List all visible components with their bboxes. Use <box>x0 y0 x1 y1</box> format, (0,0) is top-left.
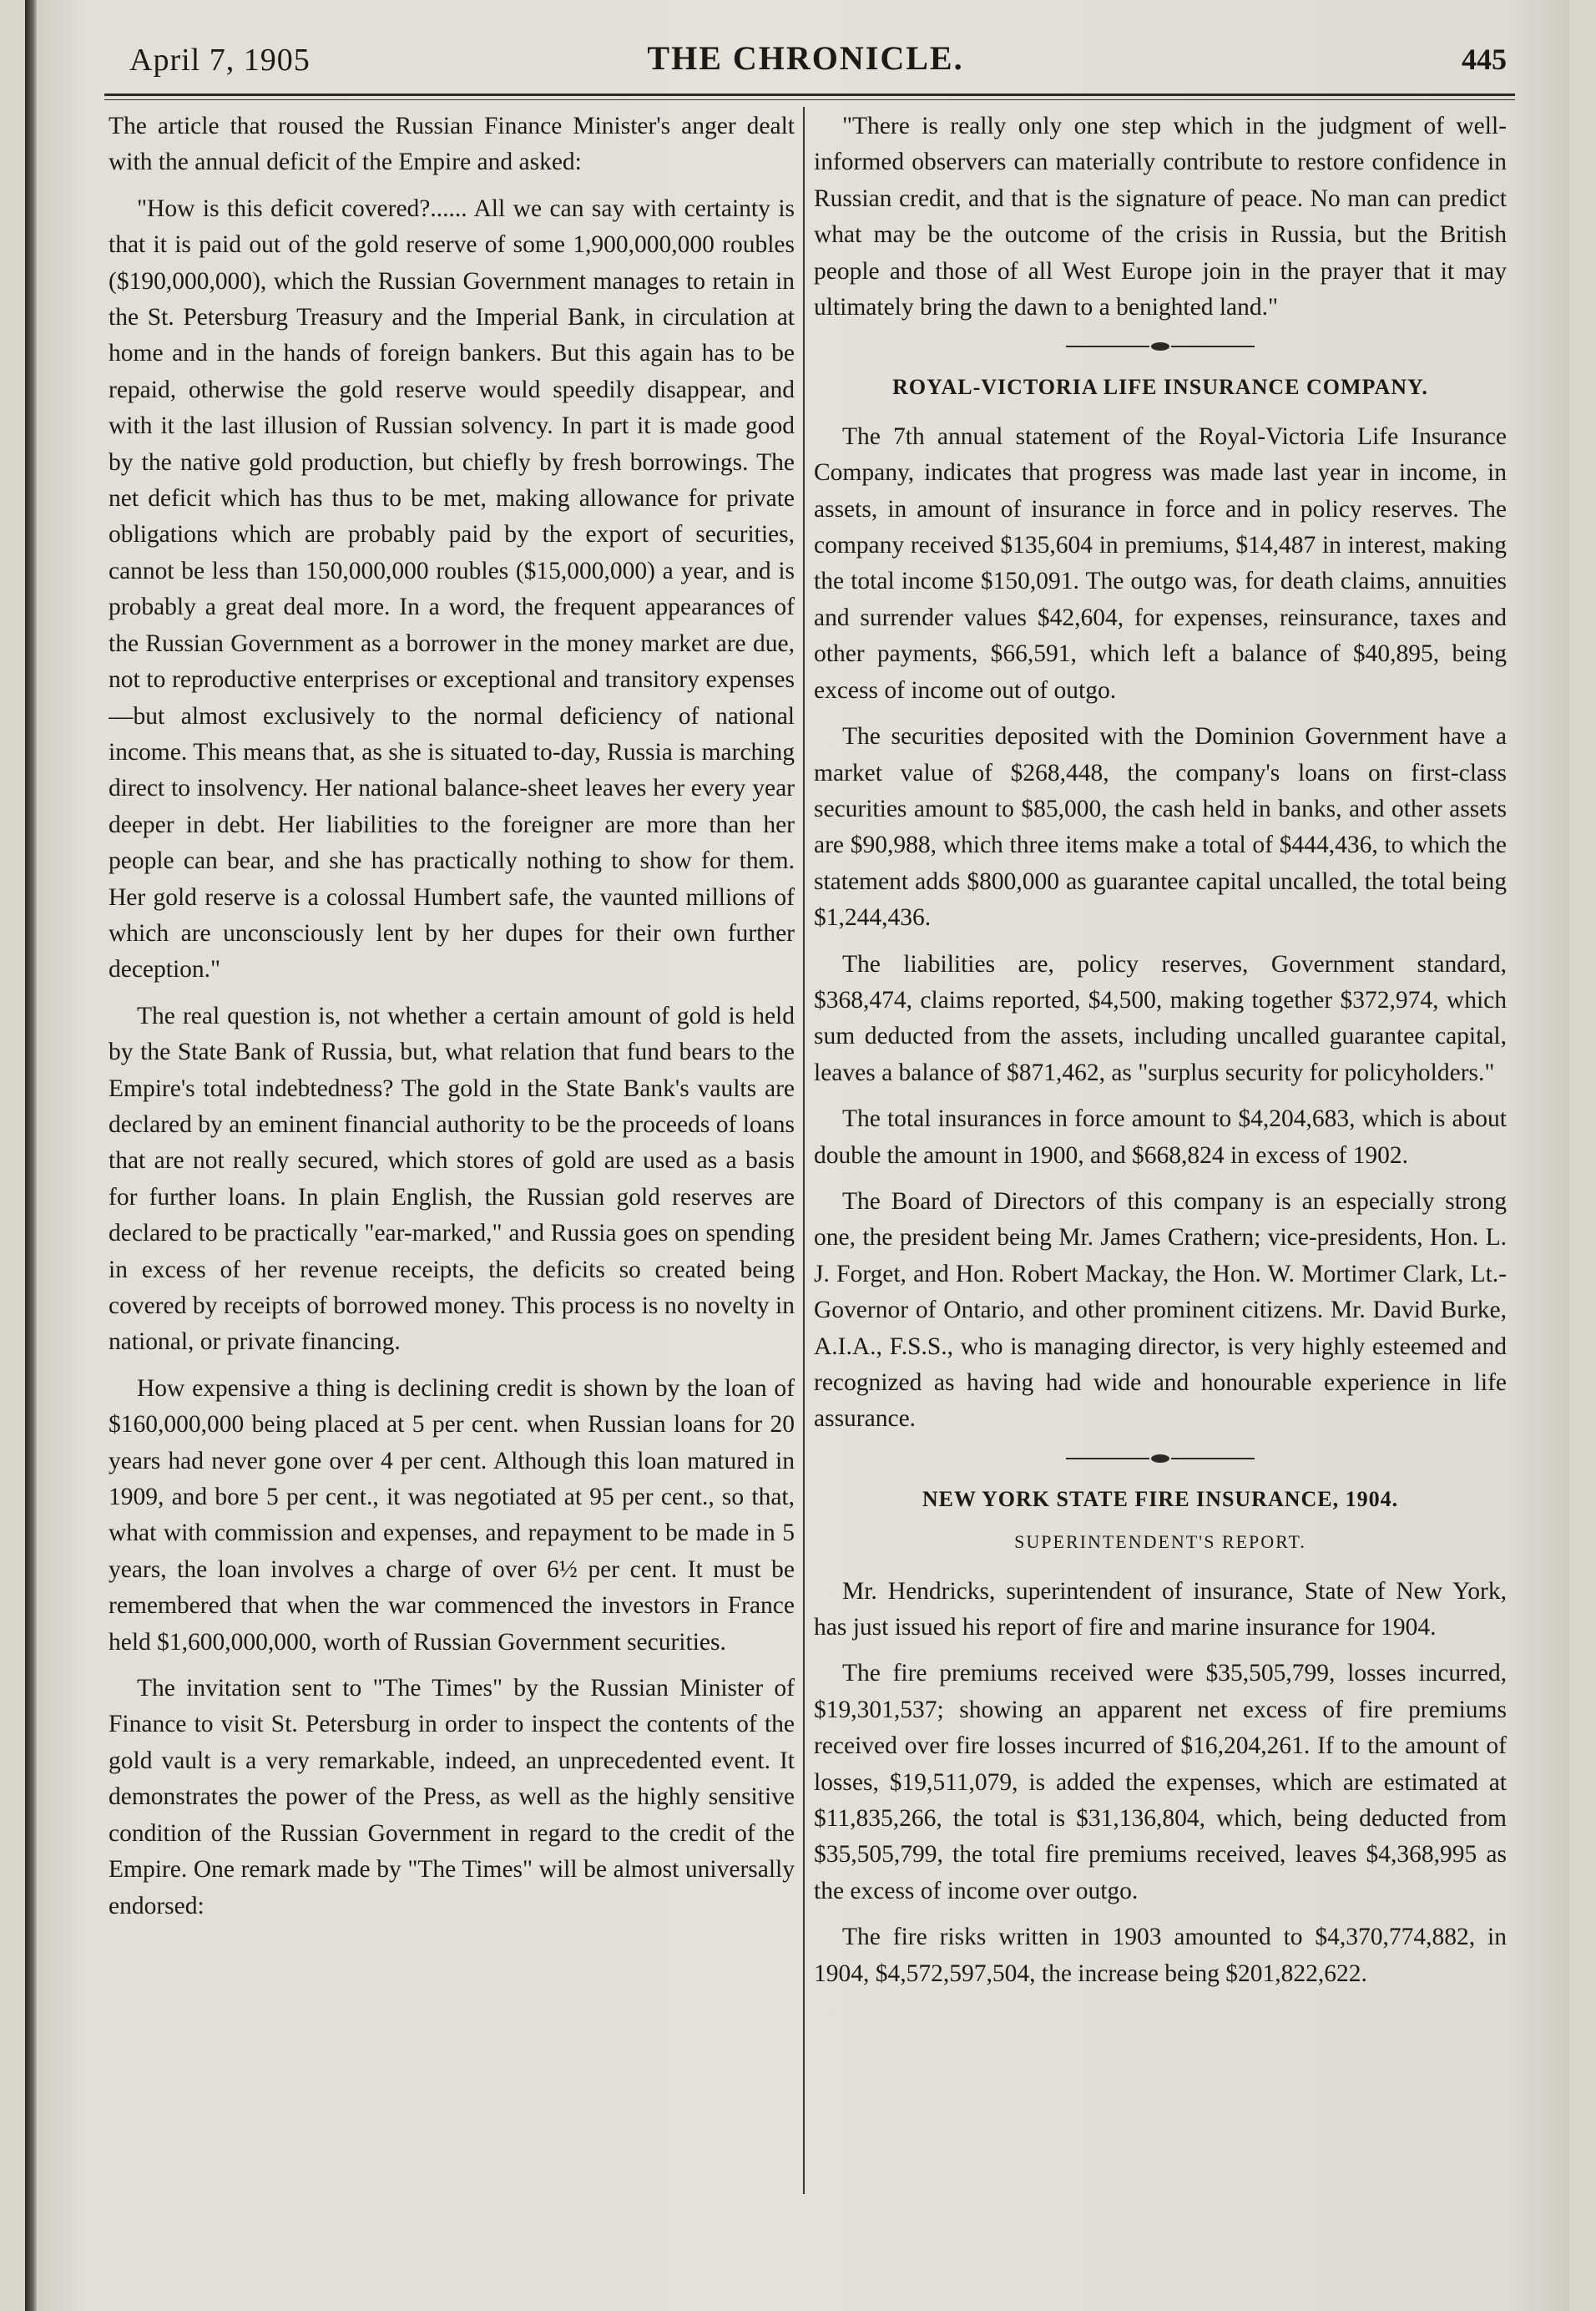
header-page-number: 445 <box>1462 43 1507 76</box>
ornament-line <box>1171 1458 1255 1459</box>
page-spine-shadow <box>25 0 37 2311</box>
royal-victoria-paragraph: The securities deposited with the Dominion Government have a market value of $268,448, the company's loans on first-class securities amount to $85,000, the cash held in banks, and other assets are $90,988, which three items make a total of $444,436, to which the statement adds $800,000 as guarantee capital uncalled, the total being $1,244,436. <box>814 723 1507 932</box>
left-paragraph: The article that roused the Russian Finance Minister's anger dealt with the annual deficit of the Empire and asked: <box>109 113 795 176</box>
right-column <box>814 109 1507 2229</box>
ornament-line <box>1066 346 1149 347</box>
ny-fire-paragraph: Mr. Hendricks, superintendent of insurance, State of New York, has just issued his report of fire and marine insurance for 1904. <box>814 1577 1507 1641</box>
section-ornament <box>814 336 1507 357</box>
section-heading-ny-fire: NEW YORK STATE FIRE INSURANCE, 1904. <box>922 1486 1399 1511</box>
header-rule <box>104 94 1515 100</box>
ornament-line <box>1171 346 1255 347</box>
ny-fire-paragraph: The fire risks written in 1903 amounted to $4,370,774,882, in 1904, $4,572,597,504, the increase being $201,822,622. <box>814 1924 1507 1987</box>
column-divider <box>803 107 805 2194</box>
left-paragraph-quote: "How is this deficit covered?...... All we can say with certainty is that it is paid out of the gold reserve of some 1,900,000,000 roubles ($190,000,000), which the Russian Government manages to retain in the St. Petersburg Treasury and the Imperial Bank, in circulation at home and in the hands of foreign bankers. But this again has to be repaid, otherwise the gold reserve would speedily disappear, and with it the last illusion of Russian solvency. In part it is made good by the native gold production, but chiefly by fresh borrowings. The net deficit which has thus to be met, making allowance for private obligations which are probably paid by the export of securities, cannot be less than 150,000,000 roubles ($15,000,000) a year, and is probably a great deal more. In a word, the frequent appearances of the Russian Government as a borrower in the money market are due, not to reproductive enterprises or exceptional and transitory expenses—but almost exclusively to the normal deficiency of national income. This means that, as she is situated to-day, Russia is marching direct to insolvency. Her national balance-sheet leaves her every year deeper in debt. Her liabilities to the foreigner are more than her people can bear, and she has practically nothing to show for them. Her gold reserve is a colossal Humbert safe, the vaunted millions of which are unconsciously lent by her dupes for their own further deception." <box>109 195 795 984</box>
section-heading-royal-victoria: ROYAL-VICTORIA LIFE INSURANCE COMPANY. <box>892 375 1428 400</box>
right-intro-quote: "There is really only one step which in the judgment of well-informed observers can materially contribute to restore confidence in Russian credit, and that is the signature of peace. No man can predict what may be the outcome of the crisis in Russia, but the British people and those of all West Europe join in the prayer that it may ultimately bring the dawn to a benighted land." <box>814 113 1507 321</box>
royal-victoria-paragraph: The 7th annual statement of the Royal-Victoria Life Insurance Company, indicates that progress was made last year in income, in assets, in amount of insurance in force and in policy reserves. The company received $135,604 in premiums, $14,487 in interest, making the total income $150,091. The outgo was, for death claims, annuities and surrender values $42,604, for expenses, reinsurance, taxes and other payments, $66,591, which left a balance of $40,895, being excess of income out of outgo. <box>814 422 1507 704</box>
left-paragraph: How expensive a thing is declining credit is shown by the loan of $160,000,000 being placed at 5 per cent. when Russian loans for 20 years had never gone over 4 per cent. Although this loan matured in 1909, and bore 5 per cent., it was negotiated at 95 per cent., so that, what with commission and expenses, and repayment to be made in 5 years, the loan involves a charge of over 6½ per cent. It must be remembered that when the war commenced the investors in France held $1,600,000,000, worth of Russian Government securities. <box>109 1374 795 1656</box>
ornament-line <box>1066 1458 1149 1459</box>
section-ornament <box>814 1448 1507 1469</box>
ny-fire-paragraph: The fire premiums received were $35,505,799, losses incurred, $19,301,537; showing an apparent net excess of fire premiums received over fire losses incurred of $16,204,261. If to the amount of losses, $19,511,079, is added the expenses, which are estimated at $11,835,266, the total is $31,136,804, which, being deducted from $35,505,799, the total fire premiums received, leaves $4,368,995 as the excess of income over outgo. <box>814 1660 1507 1904</box>
header-title: THE CHRONICLE. <box>647 39 964 77</box>
ornament-dot <box>1151 1454 1169 1463</box>
left-column <box>109 109 795 2229</box>
header-date: April 7, 1905 <box>129 43 311 78</box>
newspaper-page <box>25 0 1569 2311</box>
left-paragraph: The real question is, not whether a certain amount of gold is held by the State Bank of Russia, but, what relation that fund bears to the Empire's total indebtedness? The gold in the State Bank's vaults are declared by an eminent financial authority to be the proceeds of loans that are not really secured, which stores of gold are used as a basis for further loans. In plain English, the Russian gold reserves are declared to be practically "ear-marked," and Russia goes on spending in excess of her revenue receipts, the deficits so created being covered by receipts of borrowed money. This process is no novelty in national, or private financing. <box>109 1002 795 1356</box>
left-paragraph: The invitation sent to "The Times" by the Russian Minister of Finance to visit St. Petersburg in order to inspect the contents of the gold vault is a very remarkable, indeed, an unprecedented event. It demonstrates the power of the Press, as well as the highly sensitive condition of the Russian Government in regard to the credit of the Empire. One remark made by "The Times" will be almost universally endorsed: <box>109 1675 795 1919</box>
royal-victoria-paragraph: The Board of Directors of this company is an especially strong one, the president being Mr. James Crathern; vice-presidents, Hon. L. J. Forget, and Hon. Robert Mackay, the Hon. W. Mortimer Clark, Lt.-Governor of Ontario, and other prominent citizens. Mr. David Burke, A.I.A., F.S.S., who is managing director, is very highly esteemed and recognized as having had wide and honourable experience in life assurance. <box>814 1187 1507 1433</box>
royal-victoria-paragraph: The total insurances in force amount to $4,204,683, which is about double the amount in 1900, and $668,824 in excess of 1902. <box>814 1105 1507 1169</box>
page-header <box>104 35 1507 85</box>
royal-victoria-paragraph: The liabilities are, policy reserves, Government standard, $368,474, claims reported, $4,500, making together $372,974, which sum deducted from the assets, including uncalled guarantee capital, leaves a balance of $871,462, as "surplus security for policyholders." <box>814 950 1507 1086</box>
ornament-dot <box>1151 342 1169 351</box>
section-subheading-report: SUPERINTENDENT'S REPORT. <box>1014 1531 1306 1553</box>
